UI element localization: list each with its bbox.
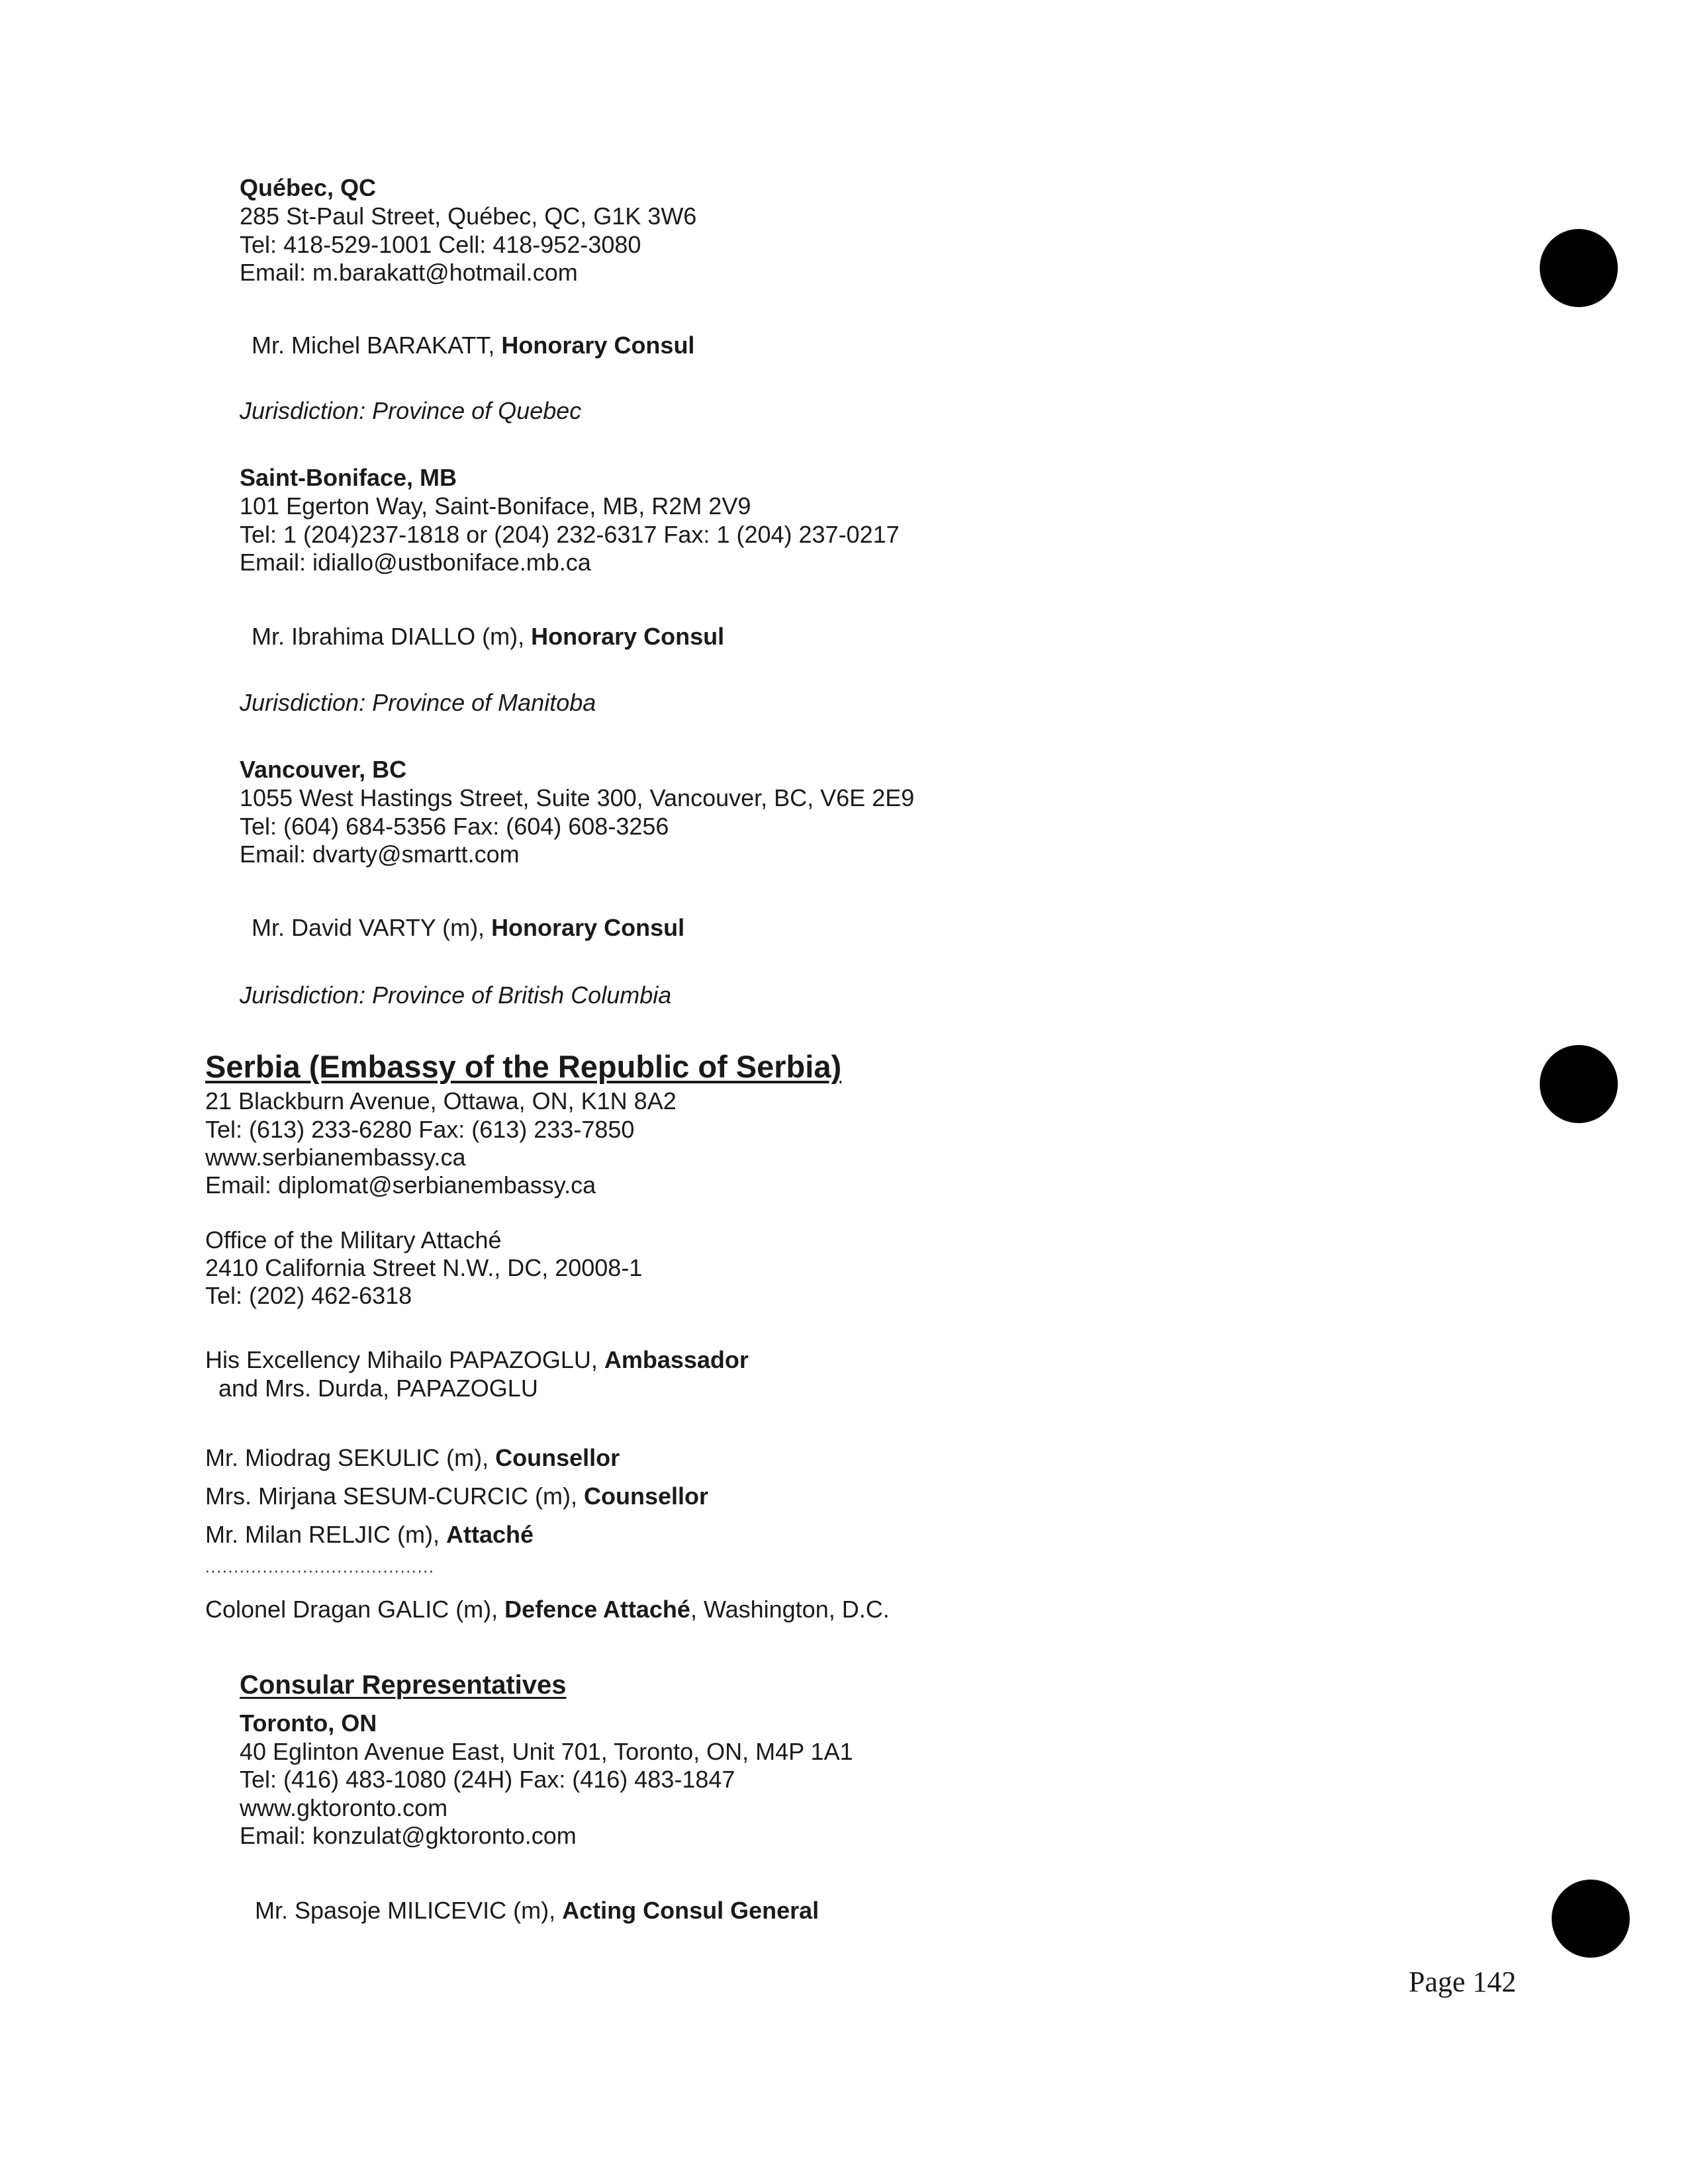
quebec-consul (252, 331, 694, 359)
person-title: Counsellor (584, 1482, 709, 1510)
toronto-consul (255, 1896, 819, 1925)
staff-entry (205, 1520, 534, 1549)
ambassador-spouse: and Mrs. Durda, PAPAZOGLU (218, 1375, 538, 1402)
person-name: Mr. David VARTY (m), (252, 914, 492, 941)
serbia-tel: Tel: (613) 233-6280 Fax: (613) 233-7850 (205, 1116, 635, 1143)
binder-hole (1552, 1880, 1630, 1958)
toronto-address: 40 Eglinton Avenue East, Unit 701, Toronto, ON, M4P 1A1 (240, 1738, 853, 1765)
saint-boniface-address: 101 Egerton Way, Saint-Boniface, MB, R2M 2V9 (240, 492, 751, 520)
military-tel: Tel: (202) 462-6318 (205, 1282, 412, 1309)
toronto-email: Email: konzulat@gktoronto.com (240, 1822, 577, 1849)
person-title: Honorary Consul (491, 914, 685, 941)
person-name: His Excellency Mihailo PAPAZOGLU, (205, 1346, 604, 1373)
saint-boniface-consul (252, 622, 724, 651)
vancouver-address: 1055 West Hastings Street, Suite 300, Vancouver, BC, V6E 2E9 (240, 784, 915, 811)
toronto-website: www.gktoronto.com (240, 1794, 448, 1821)
consular-heading: Consular Representatives (240, 1670, 567, 1700)
page-number: Page 142 (1409, 1966, 1517, 1998)
ambassador (205, 1345, 749, 1374)
binder-hole (1540, 1045, 1618, 1123)
toronto-city: Toronto, ON (240, 1709, 377, 1737)
person-title: Counsellor (495, 1444, 620, 1471)
person-name: Mr. Michel BARAKATT, (252, 332, 502, 359)
military-address: 2410 California Street N.W., DC, 20008-1 (205, 1254, 643, 1281)
person-title: Honorary Consul (531, 623, 725, 650)
person-title: Defence Attaché (504, 1596, 690, 1623)
quebec-city: Québec, QC (240, 174, 377, 201)
person-name: Colonel Dragan GALIC (m), (205, 1596, 505, 1623)
defence-attache (205, 1595, 890, 1623)
person-name: Mr. Milan RELJIC (m), (205, 1521, 447, 1548)
quebec-tel: Tel: 418-529-1001 Cell: 418-952-3080 (240, 231, 641, 258)
serbia-address: 21 Blackburn Avenue, Ottawa, ON, K1N 8A2 (205, 1087, 677, 1115)
quebec-address: 285 St-Paul Street, Québec, QC, G1K 3W6 (240, 203, 697, 230)
vancouver-jurisdiction: Jurisdiction: Province of British Columbia (240, 981, 672, 1009)
serbia-heading: Serbia (Embassy of the Republic of Serbia) (205, 1049, 842, 1084)
person-name: Mr. Ibrahima DIALLO (m), (252, 623, 532, 650)
person-name: Mrs. Mirjana SESUM-CURCIC (m), (205, 1482, 584, 1510)
vancouver-city: Vancouver, BC (240, 756, 407, 783)
dotted-separator: ........................................ (205, 1559, 435, 1576)
saint-boniface-tel: Tel: 1 (204)237-1818 or (204) 232-6317 Fax: 1 (204) 237-0217 (240, 521, 900, 548)
vancouver-tel: Tel: (604) 684-5356 Fax: (604) 608-3256 (240, 813, 669, 840)
binder-hole (1540, 229, 1618, 307)
person-title: Ambassador (604, 1346, 749, 1373)
vancouver-consul (252, 913, 684, 942)
serbia-website: www.serbianembassy.ca (205, 1144, 466, 1171)
person-title: Acting Consul General (562, 1897, 820, 1924)
quebec-jurisdiction: Jurisdiction: Province of Quebec (240, 397, 582, 424)
serbia-email: Email: diplomat@serbianembassy.ca (205, 1171, 596, 1199)
military-office: Office of the Military Attaché (205, 1226, 502, 1253)
person-name: Mr. Miodrag SEKULIC (m), (205, 1444, 496, 1471)
vancouver-email: Email: dvarty@smartt.com (240, 841, 520, 868)
saint-boniface-jurisdiction: Jurisdiction: Province of Manitoba (240, 689, 596, 716)
staff-entry (205, 1443, 620, 1472)
staff-entry (205, 1482, 708, 1510)
quebec-email: Email: m.barakatt@hotmail.com (240, 259, 578, 286)
saint-boniface-email: Email: idiallo@ustboniface.mb.ca (240, 549, 591, 576)
person-name: Mr. Spasoje MILICEVIC (m), (255, 1897, 563, 1924)
person-title: Attaché (446, 1521, 534, 1548)
toronto-tel: Tel: (416) 483-1080 (24H) Fax: (416) 483-1847 (240, 1766, 735, 1793)
person-location: , Washington, D.C. (690, 1596, 890, 1623)
saint-boniface-city: Saint-Boniface, MB (240, 464, 457, 491)
person-title: Honorary Consul (501, 332, 695, 359)
